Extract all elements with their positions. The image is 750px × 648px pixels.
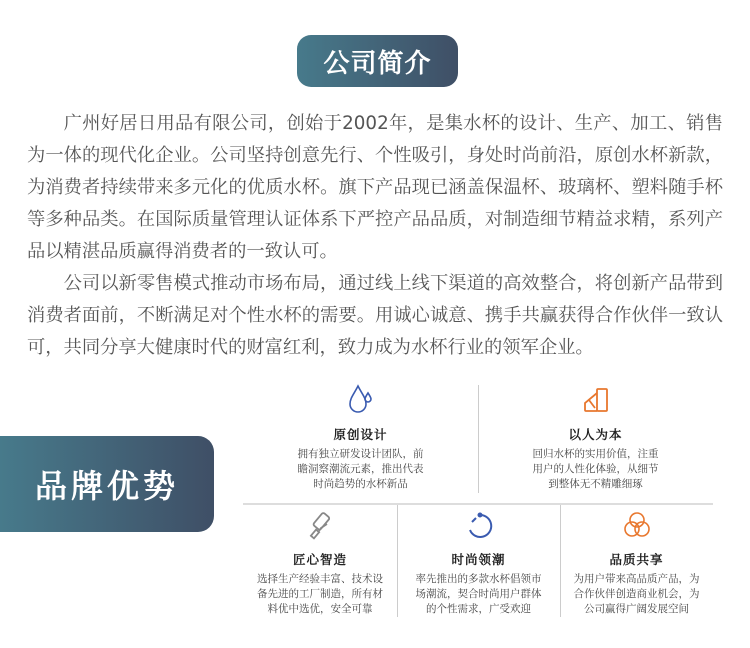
item-title: 原创设计 [333,427,388,442]
section-title-brand-advantages: 品牌优势 [0,436,214,532]
advantage-item [243,383,478,492]
advantage-item [243,508,397,617]
item-title: 以人为本 [568,427,623,442]
item-desc: 为用户带来高品质产品，为 [573,573,700,585]
item-title: 匠心智造 [292,552,347,567]
item-title: 时尚领潮 [451,552,506,567]
item-desc: 到整体无不精雕细琢 [548,478,643,490]
item-desc: 率先推出的多款水杯倡领市 [415,573,542,585]
item-desc: 合作伙伴创造商业机会，为 [573,588,700,600]
item-desc: 时尚趋势的水杯新品 [313,478,408,490]
advantage-item [478,383,713,492]
intro-paragraph: 公司以新零售模式推动市场布局，通过线上线下渠道的高效整合，将创新产品带到消费者面前，不断满足对个性水杯的需要。用诚心诚意、携手共赢获得合作伙伴一致认可，共同分享大健康时代的财富红利，致力成为水杯行业的领军企业。 [27,273,723,358]
item-desc: 公司赢得广阔发展空间 [584,603,689,615]
trend-arc-icon [397,508,560,542]
water-drop-icon [243,383,478,417]
item-desc: 瞻洞察潮流元素，推出代表 [297,463,424,475]
section-title-company-intro: 公司简介 [297,35,458,87]
item-desc: 料优中选优，安全可靠 [267,603,373,615]
paint-roller-icon [243,508,397,542]
divider [243,503,713,505]
company-intro-text [27,108,723,364]
item-desc: 选择生产经验丰富、技术设 [257,573,383,585]
item-desc: 场潮流，契合时尚用户群体 [415,588,542,600]
item-desc: 回归水杯的实用价值，注重 [532,448,659,460]
advantage-item [397,508,560,617]
advantage-item [560,508,713,617]
intro-paragraph: 广州好居日用品有限公司，创始于2002年，是集水杯的设计、生产、加工、销售为一体的现代化企业。公司坚持创意先行、个性吸引，身处时尚前沿，原创水杯新款，为消费者持续带来多元化的优质水杯。旗下产品现已涵盖保温杯、玻璃杯、塑料随手杯等多种品类。在国际质量管理认证体系下严控产品品质，对制造细节精益求精，系列产品以精湛品质赢得消费者的一致认可。 [27,113,723,262]
overlap-circles-icon [560,508,713,542]
item-desc: 备先进的工厂制造，所有材 [257,588,383,600]
item-desc: 用户的人性化体验，从细节 [532,463,659,475]
swatch-icon [478,383,713,417]
item-desc: 的个性需求，广受欢迎 [426,603,531,615]
item-title: 品质共享 [609,552,664,567]
item-desc: 拥有独立研发设计团队，前 [297,448,424,460]
